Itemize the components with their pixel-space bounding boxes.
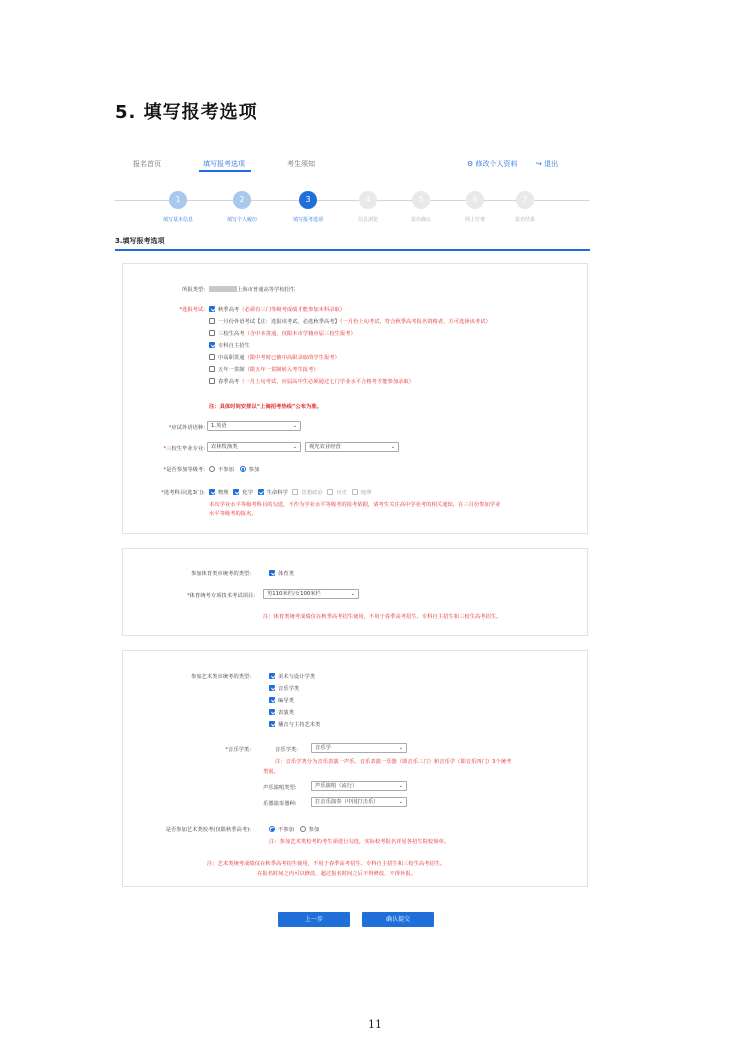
checkbox[interactable] [269,570,275,576]
level-exam-options [209,465,259,473]
art-footer-note-1: 注：艺术类统考成绩仅在秋季高考招生使用，不用于春季高考招生、专科自主招生和三校生高考招生。 [207,861,446,867]
vocal-select[interactable]: 声乐演唱（流行） ⌄ [311,781,407,791]
exam-options-panel [122,263,588,534]
art-type-1[interactable]: 美术与设计学类 [269,672,315,680]
chevron-down-icon: ⌄ [292,444,297,450]
subject-history[interactable]: 历史 [327,490,347,496]
art-panel [122,650,588,887]
lang-label: *应试外语语种: [168,425,205,431]
step-circle: 3 [299,191,317,209]
step-circle: 1 [169,191,187,209]
chevron-down-icon: ⌄ [398,799,403,805]
level-exam-label: *是否参加等级考: [163,467,205,473]
exam-option-1[interactable]: 秋季高考（必须有三门等级考成绩才能参加本科录取） [209,305,345,313]
edit-profile-link[interactable] [467,159,518,169]
major-category-select[interactable]: 农林牧渔类 ⌄ [207,442,301,452]
pe-type-label: 参加体育类市统考的类型: [190,571,251,577]
music-note-line1: 注：音乐学类分为音乐表演一声乐、音乐表演一乐器（即音乐三门）和音乐学（即音乐四门）3个统考 [275,759,512,765]
step-4 [338,190,398,223]
instrument-label: 乐器演奏器种: [263,801,297,807]
step-circle: 6 [466,191,484,209]
subjects-label: *选考科目(选3门): [161,490,205,496]
exam-option-5[interactable]: 中高职贯通（限中考时已被中高职录取的学生报考） [209,353,340,361]
nav-active-underline [199,170,251,172]
school-exam-options [269,825,319,833]
music-sub-label: 音乐学类: [275,747,298,753]
checkbox[interactable] [209,354,215,360]
step-circle: 4 [359,191,377,209]
exam-label: *选报考试: [179,307,205,313]
radio-yes[interactable]: 参加 [240,467,260,473]
radio-no[interactable]: 不参加 [209,467,234,473]
checkbox[interactable] [209,318,215,324]
lang-select[interactable]: 1.英语 ⌄ [207,421,301,431]
music-select[interactable]: 音乐学 ⌄ [311,743,407,753]
nav-candidate-notice[interactable]: 考生须知 [287,160,315,168]
radio-yes[interactable]: 参加 [300,827,320,833]
pe-note: 注：体育类统考成绩仅在秋季高考招生使用，不用于春季高考招生、专科自主招生和三校生高考招生。 [263,614,502,620]
school-exam-note: 注：参加艺术类校考的考生须进行勾选，实际校考报名详见各招生院校简章。 [269,839,450,845]
exam-option-7[interactable]: 春季高考（一月上旬考试，应届高中生必须通过七门学业水平合格考才能参加录取） [209,377,414,385]
type-value: 上海市普通高等学校招生 [209,285,295,293]
art-type-5[interactable]: 播音与主持艺术类 [269,720,320,728]
school-exam-label: 是否参加艺术类校考(仅限秋季高考): [165,827,251,833]
subjects-note-line1: 本次学业水平等级考科目的勾选，不作为学业水平等级考的报考依据，请考生关注高中学业考的相关通知，在三月份参加学业 [209,502,501,508]
art-footer-note-2: 在报名时间之内可以修改，超过报名时间之后不得修改、不得补报。 [257,871,416,877]
art-type-4[interactable]: 表演类 [269,708,294,716]
radio-no[interactable]: 不参加 [269,827,294,833]
step-label: 报名确认 [410,217,431,223]
document-heading: 5. 填写报考选项 [115,102,258,123]
chevron-down-icon: ⌄ [398,745,403,751]
subject-biology[interactable]: 生命科学 [258,490,288,496]
checkbox[interactable] [209,306,215,312]
step-2 [212,190,272,223]
step-5 [391,190,451,223]
subjects-options [209,488,371,496]
step-label: 填写报考选项 [292,217,323,223]
subject-politics[interactable]: 思想政治 [292,490,322,496]
prev-button[interactable]: 上一步 [278,912,350,927]
step-circle: 7 [516,191,534,209]
type-label: 所报类型: [182,287,205,293]
chevron-down-icon: ⌄ [292,423,297,429]
step-7 [495,190,555,223]
step-1 [148,190,208,223]
checkbox[interactable] [209,366,215,372]
step-circle: 2 [233,191,251,209]
subjects-note-line2: 水平等级考的报名。 [209,511,257,517]
logout-label: 退出 [544,160,559,168]
step-label: 信息浏览 [357,217,378,223]
exam-option-3[interactable]: 三校生高考（含中本贯通，仅限本市学籍应届三校生报考） [209,329,356,337]
step-label: 填写个人履历 [226,217,257,223]
schedule-notice: 注：具体时间安排以“上海招考热线”公布为准。 [209,404,322,410]
chevron-down-icon: ⌄ [350,591,355,597]
pe-item-select[interactable]: 男110米栏/女100米栏 ⌄ [263,589,359,599]
major-label: *三校生毕业专业: [163,446,205,452]
pe-type-option[interactable]: 体育类 [269,569,294,577]
checkbox[interactable] [209,330,215,336]
art-type-3[interactable]: 编导类 [269,696,294,704]
redacted-block [209,286,237,292]
art-type-2[interactable]: 音乐学类 [269,684,299,692]
art-type-label: 参加艺术类市统考的类型: [190,674,251,680]
nav-home[interactable]: 报名首页 [133,160,161,168]
progress-steps [115,190,590,230]
nav-fill-options[interactable]: 填写报考选项 [203,160,245,168]
step-label: 填写基本信息 [162,217,193,223]
major-select[interactable]: 观光农业经营 ⌄ [305,442,399,452]
music-label: *音乐学类: [225,747,251,753]
section-title: 3.填写报考选项 [115,237,165,245]
edit-profile-label: 修改个人资料 [475,160,518,168]
pe-item-label: *体育统考专项技术考试项目: [186,593,255,599]
step-circle: 5 [412,191,430,209]
chevron-down-icon: ⌄ [398,783,403,789]
exam-option-6[interactable]: 五年一贯制（限五年一贯制转入考生报考） [209,365,319,373]
exam-option-2[interactable]: 一月份外语考试【注：选报该考试，必选秋季高考】（一月份上旬考试，符合秋季高考报名资格者，方可选择该考试） [209,317,491,325]
instrument-select[interactable]: 打击乐演奏（中国打击乐） ⌄ [311,797,407,807]
music-note-line2: 类别。 [263,769,279,775]
subject-geography[interactable]: 地理 [352,490,372,496]
chevron-down-icon: ⌄ [390,444,395,450]
subject-chemistry[interactable]: 化学 [233,490,253,496]
step-3 [278,190,338,223]
gear-icon: ⚙ [467,160,474,168]
section-divider [115,249,590,251]
vocal-label: 声乐演唱类型: [263,785,297,791]
exam-option-4[interactable]: 专科自主招生 [209,341,250,349]
pe-panel [122,548,588,636]
logout-link[interactable] [536,159,558,169]
top-nav [115,156,590,174]
submit-button[interactable]: 确认提交 [362,912,434,927]
subject-physics[interactable]: 物理 [209,490,229,496]
page-number: 11 [368,1018,382,1031]
checkbox[interactable] [209,378,215,384]
checkbox[interactable] [209,342,215,348]
step-label: 报名结果 [514,217,535,223]
step-label: 网上付费 [464,217,485,223]
logout-icon: ↪ [536,160,542,168]
